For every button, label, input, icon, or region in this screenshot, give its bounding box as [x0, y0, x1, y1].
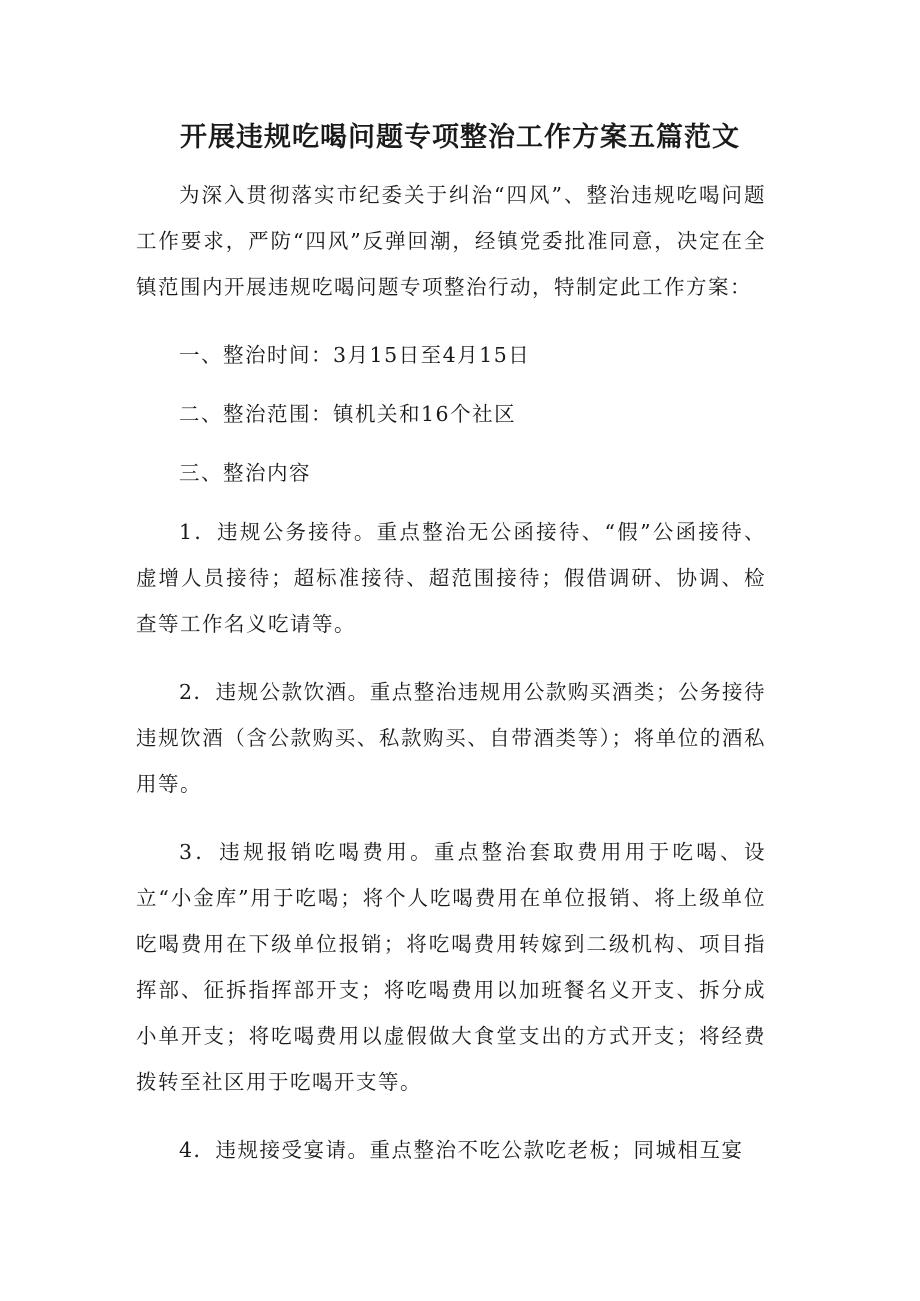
intro-paragraph: 为深入贯彻落实市纪委关于纠治“四风”、整治违规吃喝问题工作要求，严防“四风”反弹回潮，经镇党委批准同意，决定在全镇范围内开展违规吃喝问题专项整治行动，特制定此工作方案： — [136, 183, 766, 299]
section-time: 一、整治时间：3月15日至4月15日 — [179, 343, 531, 367]
item-1-paragraph: 1．违规公务接待。重点整治无公函接待、“假”公函接待、虚增人员接待；超标准接待、超范围接待；假借调研、协调、检查等工作名义吃请等。 — [136, 520, 766, 636]
item-2-paragraph: 2．违规公款饮酒。重点整治违规用公款购买酒类；公务接待违规饮酒（含公款购买、私款购买、自带酒类等）；将单位的酒私用等。 — [136, 680, 766, 796]
document-title: 开展违规吃喝问题专项整治工作方案五篇范文 — [180, 122, 740, 153]
item-4-paragraph: 4．违规接受宴请。重点整治不吃公款吃老板；同城相互宴 — [179, 1138, 744, 1162]
item-3-paragraph: 3．违规报销吃喝费用。重点整治套取费用用于吃喝、设立“小金库”用于吃喝；将个人吃喝费用在单位报销、将上级单位吃喝费用在下级单位报销；将吃喝费用转嫁到二级机构、项目指挥部、征拆指挥部开支；将吃喝费用以加班餐名义开支、拆分成小单开支；将吃喝费用以虚假做大食堂支出的方式开支；将经费拨转至社区用于吃喝开支等。 — [136, 840, 766, 1094]
section-content-heading: 三、整治内容 — [179, 461, 311, 485]
section-scope: 二、整治范围：镇机关和16个社区 — [179, 402, 517, 426]
document-body — [136, 172, 766, 1195]
